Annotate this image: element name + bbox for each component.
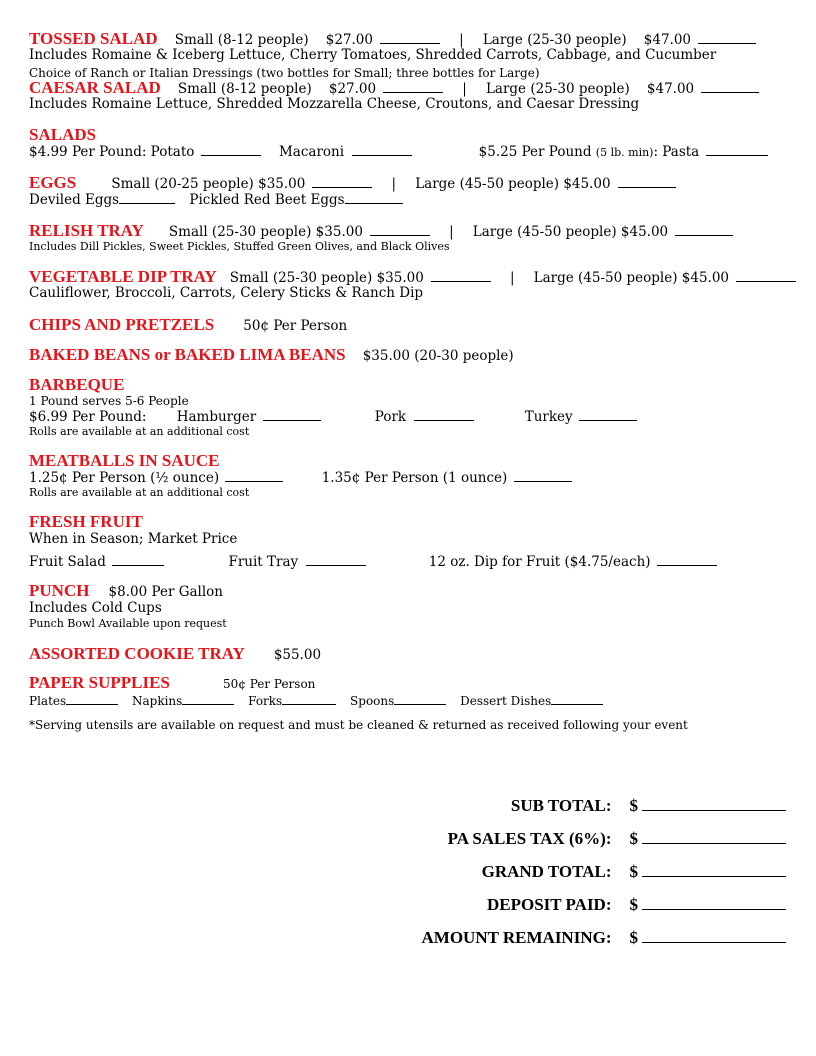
bbq-pork: Pork [374,409,407,425]
bbq-price: $6.99 Per Pound: [29,409,147,425]
grand-total-field[interactable] [642,864,786,877]
subtotal-row [386,796,786,829]
paper-row [29,674,799,694]
caesar-large-price: $47.00 [646,81,695,97]
eggs-small-qty[interactable] [312,177,372,188]
relish-small-qty[interactable] [370,225,430,236]
salads-pasta: : Pasta [653,144,700,160]
paper-dessert-dishes: Dessert Dishes [460,694,552,708]
caesar-small: Small (8-12 people) [177,81,312,97]
remaining-field[interactable] [642,930,786,943]
relish-small: Small (25-30 people) $35.00 [168,224,363,240]
remaining-label: AMOUNT REMAINING: [421,928,612,947]
caesar-small-price: $27.00 [328,81,377,97]
tax-row [386,829,786,862]
paper-price: 50¢ Per Person [223,677,316,691]
currency: $ [629,829,638,848]
separator: | [449,224,454,240]
eggs-title: EGGS [29,173,77,192]
punch-desc: Includes Cold Cups [29,600,162,616]
tax-label: PA SALES TAX (6%): [447,829,612,848]
utensils-note: *Serving utensils are available on request and must be cleaned & returned as received following your event [29,718,688,732]
remaining-row [386,928,786,961]
pasta-qty[interactable] [706,145,768,156]
tossed-small-price: $27.00 [325,32,373,48]
fruit-salad-qty[interactable] [112,555,164,566]
totals-block [386,796,786,961]
pork-qty[interactable] [414,410,474,421]
macaroni-qty[interactable] [352,145,412,156]
currency: $ [629,895,638,914]
chips-row [29,316,799,346]
punch-price: $8.00 Per Gallon [108,584,223,600]
caesar-large-qty[interactable] [701,82,759,93]
caesar-large: Large (25-30 people) [485,81,630,97]
meatballs-note: Rolls are available at an additional cost [29,486,250,499]
meatballs-one-qty[interactable] [514,471,572,482]
cookie-title: ASSORTED COOKIE TRAY [29,644,245,663]
potato-qty[interactable] [201,145,261,156]
napkins-qty[interactable] [182,694,234,705]
spoons-qty[interactable] [394,694,446,705]
deposit-label: DEPOSIT PAID: [486,895,612,914]
deposit-row [386,895,786,928]
eggs-row [29,174,799,193]
tax-field[interactable] [642,831,786,844]
bbq-turkey: Turkey [524,409,573,425]
paper-items [29,694,799,719]
veg-small-qty[interactable] [431,271,491,282]
forks-qty[interactable] [282,694,336,705]
separator: | [462,81,467,97]
beet-eggs: Pickled Red Beet Eggs [189,192,345,208]
meatballs-row [29,471,799,487]
veg-desc: Cauliflower, Broccoli, Carrots, Celery Sticks & Ranch Dip [29,285,424,301]
order-form [29,30,799,735]
chips-price: 50¢ Per Person [243,318,348,334]
cookie-price: $55.00 [273,647,322,663]
veg-title: VEGETABLE DIP TRAY [29,267,217,286]
bbq-hamburger: Hamburger [176,409,257,425]
paper-napkins: Napkins [131,694,183,708]
relish-large-qty[interactable] [675,225,733,236]
bbq-note: Rolls are available at an additional cost [29,425,250,438]
grand-total-row [386,862,786,895]
meatballs-opt2: 1.35¢ Per Person (1 ounce) [321,470,508,486]
tossed-large: Large (25-30 people) [482,32,627,48]
salads-row [29,145,799,174]
punch-row [29,582,799,602]
fruit-title: FRESH FRUIT [29,512,143,531]
fruit-tray-qty[interactable] [306,555,366,566]
salads-title: SALADS [29,125,97,144]
relish-large: Large (45-50 people) $45.00 [472,224,669,240]
eggs-small: Small (20-25 people) $35.00 [111,176,306,192]
turkey-qty[interactable] [579,410,637,421]
deposit-field[interactable] [642,897,786,910]
fruit-season: When in Season; Market Price [29,531,238,547]
salads-potato: $4.99 Per Pound: Potato [29,144,195,160]
relish-title: RELISH TRAY [29,221,144,240]
caesar-small-qty[interactable] [383,82,443,93]
tossed-desc: Includes Romaine & Iceberg Lettuce, Cherry Tomatoes, Shredded Carrots, Cabbage, and Cucumber [29,47,717,63]
paper-plates: Plates [29,694,67,708]
tossed-small-qty[interactable] [380,33,440,44]
bbq-serves: 1 Pound serves 5-6 People [29,394,189,408]
tossed-large-qty[interactable] [698,33,756,44]
tossed-note: Choice of Ranch or Italian Dressings (two bottles for Small; three bottles for Large) [29,66,540,80]
veg-large: Large (45-50 people) $45.00 [533,270,730,286]
beans-row [29,346,799,376]
salads-price2: $5.25 Per Pound [478,144,592,160]
fruit-row [29,555,799,582]
veg-small: Small (25-30 people) $35.00 [229,270,424,286]
plates-qty[interactable] [66,694,118,705]
subtotal-label: SUB TOTAL: [510,796,612,815]
tossed-salad-title: TOSSED SALAD [29,29,158,48]
punch-note: Punch Bowl Available upon request [29,617,227,630]
fruit-dip-qty[interactable] [657,555,717,566]
separator: | [391,176,397,192]
caesar-salad-title: CAESAR SALAD [29,78,161,97]
eggs-large-qty[interactable] [618,177,676,188]
tossed-large-price: $47.00 [643,32,692,48]
cookie-row [29,645,799,674]
meatballs-half-qty[interactable] [225,471,283,482]
salads-macaroni: Macaroni [278,144,345,160]
separator: | [510,270,515,286]
paper-title: PAPER SUPPLIES [29,673,170,692]
relish-note: Includes Dill Pickles, Sweet Pickles, Stuffed Green Olives, and Black Olives [29,240,450,253]
subtotal-field[interactable] [642,798,786,811]
fruit-tray: Fruit Tray [228,554,299,570]
relish-row [29,222,799,241]
beans-title: BAKED BEANS or BAKED LIMA BEANS [29,345,346,364]
deviled-eggs-qty[interactable] [119,193,175,204]
bbq-row [29,410,799,426]
tossed-small: Small (8-12 people) [174,32,309,48]
veg-large-qty[interactable] [736,271,796,282]
deviled-eggs: Deviled Eggs [29,192,120,208]
separator: | [459,32,464,48]
paper-forks: Forks [248,694,283,708]
beet-eggs-qty[interactable] [345,193,403,204]
fruit-salad: Fruit Salad [29,554,106,570]
chips-title: CHIPS AND PRETZELS [29,315,215,334]
grand-total-label: GRAND TOTAL: [481,862,612,881]
salads-min: (5 lb. min) [595,146,654,159]
bbq-title: BARBEQUE [29,375,125,394]
currency: $ [629,862,638,881]
fruit-dip: 12 oz. Dip for Fruit ($4.75/each) [428,554,651,570]
eggs-large: Large (45-50 people) $45.00 [415,176,611,192]
paper-spoons: Spoons [350,694,395,708]
currency: $ [629,796,638,815]
meatballs-title: MEATBALLS IN SAUCE [29,451,220,470]
meatballs-opt1: 1.25¢ Per Person (½ ounce) [29,470,220,486]
eggs-items [29,193,799,222]
hamburger-qty[interactable] [263,410,321,421]
caesar-desc: Includes Romaine Lettuce, Shredded Mozzarella Cheese, Croutons, and Caesar Dressing [29,96,640,112]
punch-title: PUNCH [29,581,90,600]
beans-price: $35.00 (20-30 people) [362,348,514,364]
currency: $ [629,928,638,947]
dessert-dishes-qty[interactable] [551,694,603,705]
